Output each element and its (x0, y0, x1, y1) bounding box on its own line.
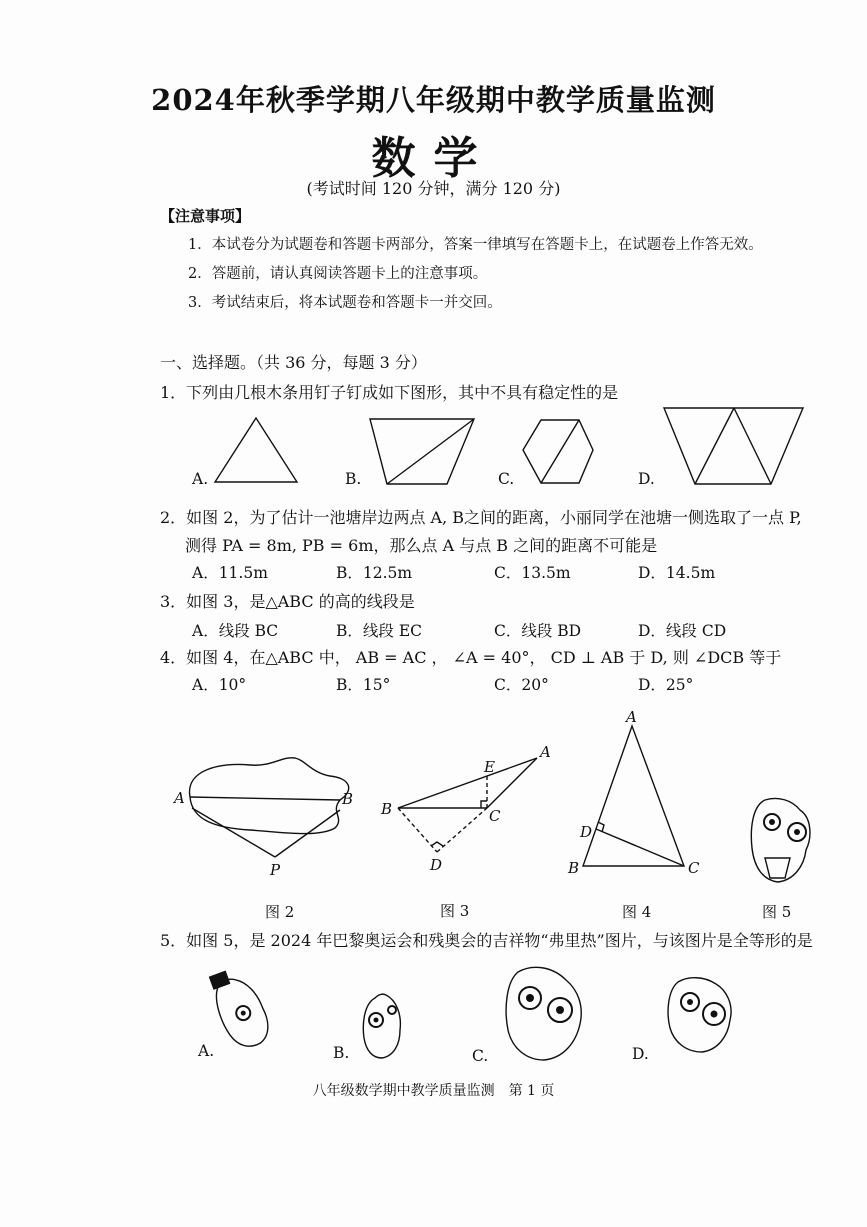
q3-option-b: B．线段 EC (336, 622, 422, 640)
q2-option-b: B．12.5m (336, 564, 413, 582)
fig4-label-a: A (626, 708, 637, 726)
question-1-stem: 1．下列由几根木条用钉子钉成如下图形，其中不具有稳定性的是 (160, 383, 619, 402)
question-3-stem: 3．如图 3，是△ABC 的高的线段是 (160, 592, 415, 611)
q1-figure-c-hexagon (523, 420, 593, 483)
q2-option-a: A．11.5m (192, 564, 268, 582)
q5-option-b: B. (333, 1044, 350, 1062)
fig3-label-c: C (489, 807, 501, 825)
question-2-stem-line1: 2．如图 2，为了估计一池塘岸边两点 A, B之间的距离，小丽同学在池塘一侧选取了一点 P, (160, 508, 802, 527)
notice-item-1: 1．本试卷分为试题卷和答题卡两部分，答案一律填写在答题卡上，在试题卷上作答无效。 (188, 237, 763, 253)
notice-item-3: 3．考试结束后，将本试题卷和答题卡一并交回。 (188, 295, 502, 311)
exam-time-note: (考试时间 120 分钟，满分 120 分) (306, 179, 561, 198)
fig2-caption: 图 2 (265, 903, 295, 921)
q3-option-c: C．线段 BD (494, 622, 582, 640)
notice-item-2: 2．答题前，请认真阅读答题卡上的注意事项。 (188, 266, 488, 282)
exam-title: 2024年秋季学期八年级期中教学质量监测 (151, 83, 716, 117)
fig2-pond-diagram (172, 758, 353, 879)
q1-figure-a-triangle (215, 418, 297, 482)
fig3-caption: 图 3 (440, 902, 470, 920)
fig3-triangle-diagram (380, 743, 551, 874)
q5-option-b-mascot-image (363, 994, 400, 1058)
fig3-label-e: E (484, 758, 495, 776)
q2-option-c: C．13.5m (494, 564, 571, 582)
q4-option-a: A．10° (192, 676, 247, 694)
q5-option-c-mascot-image (506, 967, 581, 1060)
fig4-caption: 图 4 (622, 903, 652, 921)
fig5-mascot-image (751, 798, 810, 882)
q5-option-d: D. (632, 1045, 649, 1063)
fig4-label-d: D (580, 823, 593, 841)
fig4-label-c: C (688, 859, 700, 877)
fig3-label-d: D (430, 856, 443, 874)
q1-option-b: B. (345, 470, 362, 488)
question-2-stem-line2: 测得 PA = 8m, PB = 6m，那么点 A 与点 B 之间的距离不可能是 (185, 536, 658, 555)
q1-figure-b-trapezoid (370, 419, 474, 484)
fig3-label-a: A (540, 743, 551, 761)
fig4-isosceles-triangle (567, 708, 700, 877)
q1-option-c: C. (498, 470, 515, 488)
q1-option-a: A. (192, 470, 209, 488)
fig4-label-b: B (568, 859, 580, 877)
subject-title: 数学 (371, 133, 496, 184)
fig5-caption: 图 5 (762, 903, 792, 921)
q1-option-d: D. (638, 470, 655, 488)
q3-option-a: A．线段 BC (192, 622, 279, 640)
notice-heading: 【注意事项】 (160, 207, 251, 225)
section-heading: 一、选择题。（共 36 分，每题 3 分） (160, 353, 427, 372)
q1-figure-d-trapezoid-triangles (664, 408, 803, 484)
fig2-label-p: P (270, 861, 281, 879)
q4-option-b: B．15° (336, 676, 391, 694)
fig3-label-b: B (381, 800, 393, 818)
q5-option-c: C. (472, 1047, 489, 1065)
q5-option-a-mascot-image (206, 963, 274, 1053)
q4-option-d: D．25° (638, 676, 694, 694)
q2-option-d: D．14.5m (638, 564, 716, 582)
q4-option-c: C．20° (494, 676, 549, 694)
page-footer: 八年级数学期中教学质量监测 第 1 页 (312, 1083, 555, 1099)
q5-option-a: A. (198, 1042, 215, 1060)
fig2-label-a: A (174, 789, 185, 807)
q3-option-d: D．线段 CD (638, 622, 727, 640)
fig2-label-b: B (342, 790, 354, 808)
question-5-stem: 5．如图 5，是 2024 年巴黎奥运会和残奥会的吉祥物“弗里热”图片，与该图片是全等形的是 (160, 931, 813, 950)
q5-option-d-mascot-image (668, 978, 731, 1052)
question-4-stem: 4．如图 4，在△ABC 中， AB = AC ， ∠A = 40°， CD ⊥ AB 于 D, 则 ∠DCB 等于 (160, 648, 782, 667)
